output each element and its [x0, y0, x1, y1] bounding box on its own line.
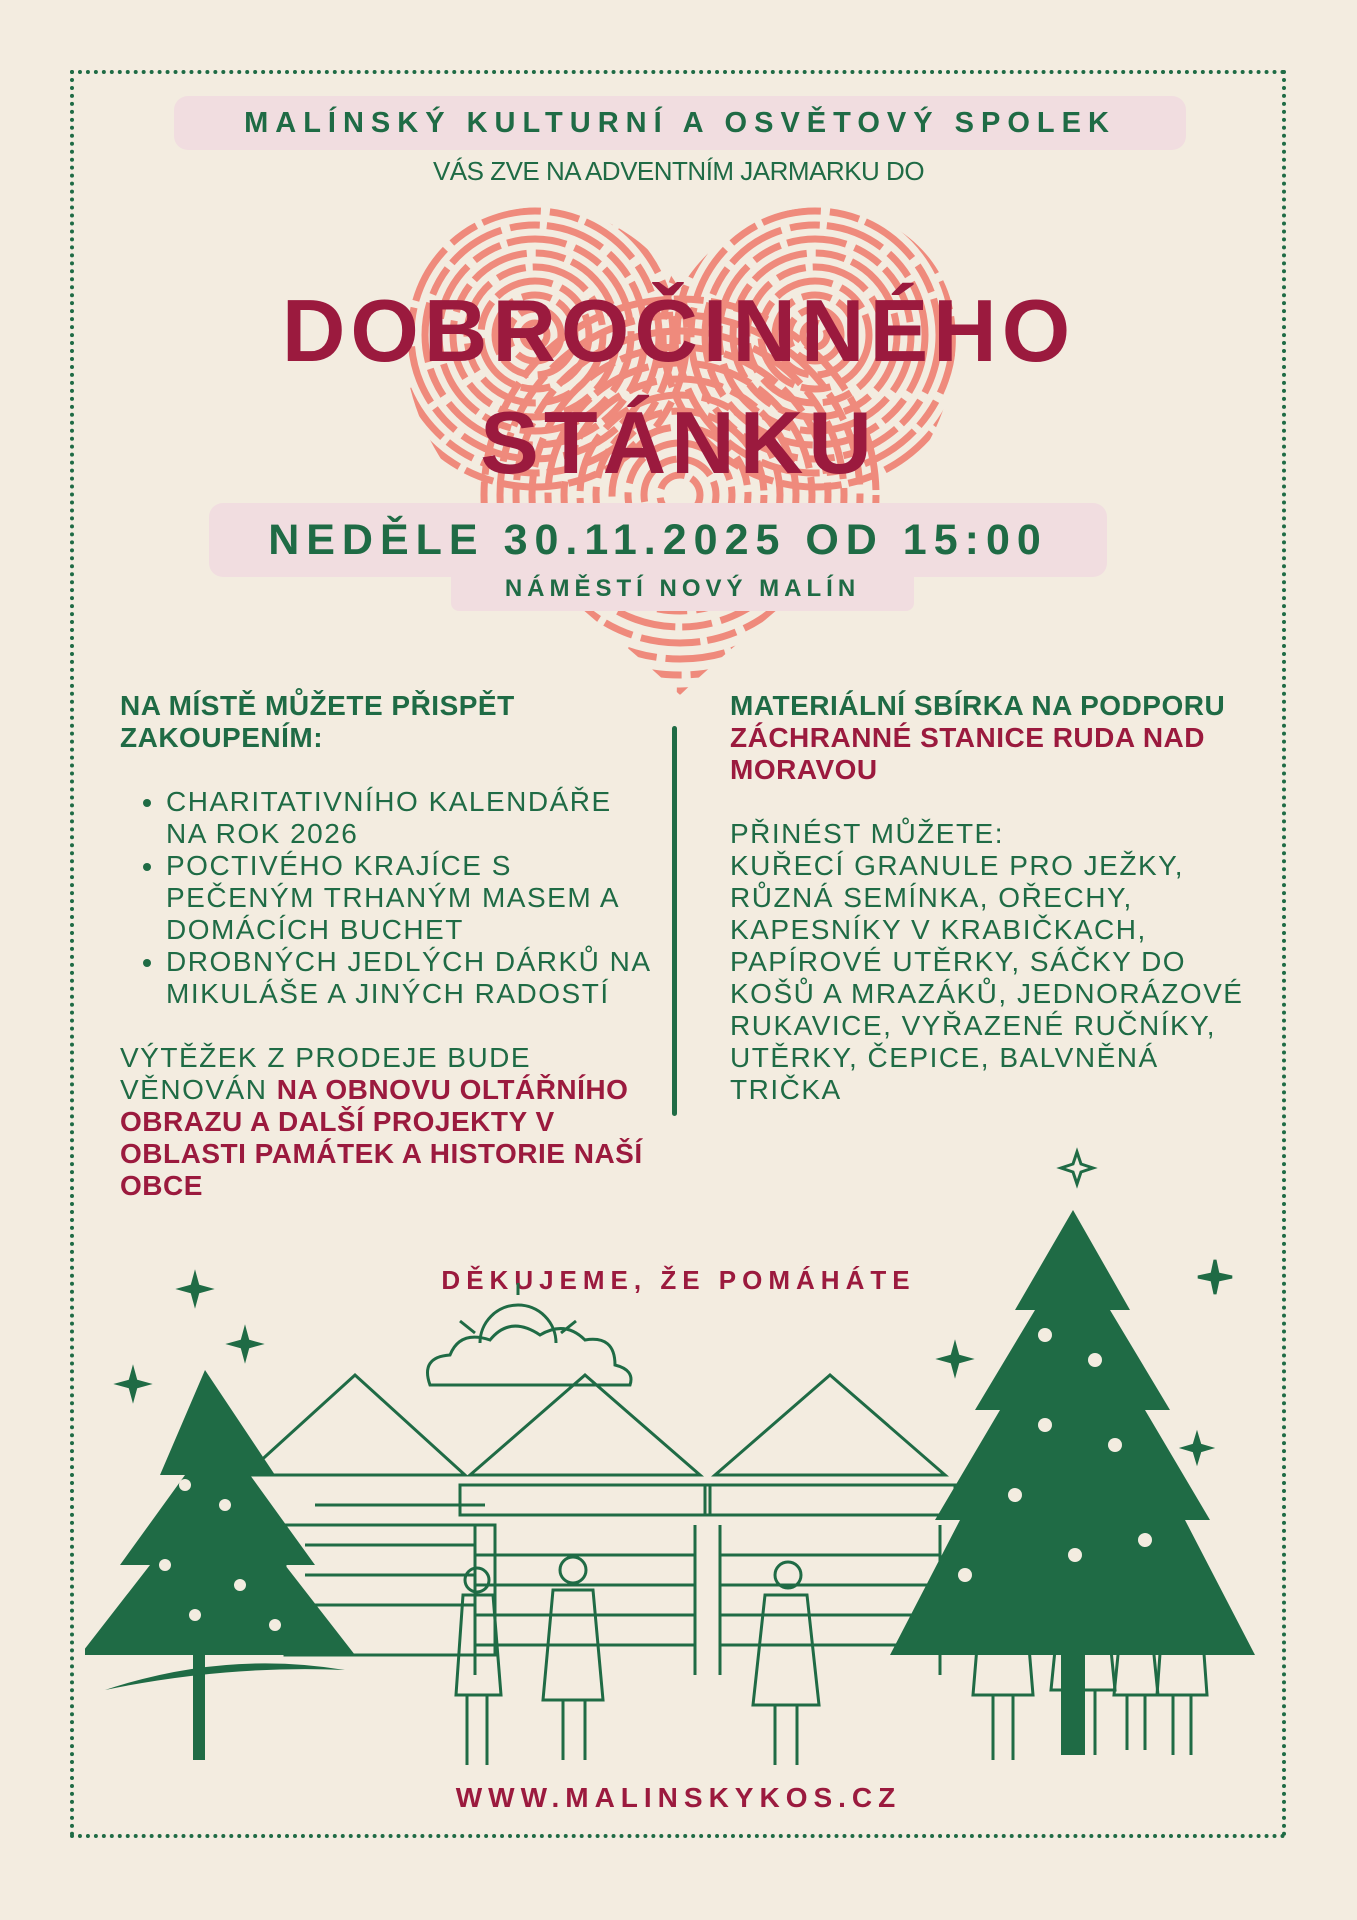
market-stall-2: [460, 1375, 710, 1675]
proceeds-intro: VÝTĚŽEK Z PRODEJE BUDE VĚNOVÁN: [120, 1042, 532, 1105]
organizer-banner: [174, 96, 1186, 150]
list-item: • CHARITATIVNÍHO KALENDÁŘE NA ROK 2026: [166, 786, 660, 850]
bring-items: KUŘECÍ GRANULE PRO JEŽKY, RŮZNÁ SEMÍNKA, OŘECHY, KAPESNÍKY V KRABIČKACH, PAPÍROVÉ UTĚRKY, SÁČKY DO KOŠŮ A MRAZÁKŮ, JEDNORÁZOVÉ RUKAVICE, VYŘAZENÉ RUČNÍKY, UTĚRKY, ČEPICE, BALVNĚNÁ TRIČKA: [730, 850, 1244, 1105]
list-item: • DROBNÝCH JEDLÝCH DÁRKŮ NA MIKULÁŠE A JINÝCH RADOSTÍ: [166, 946, 660, 1010]
rescue-station-name: ZÁCHRANNÉ STANICE RUDA NAD MORAVOU: [730, 722, 1205, 785]
christmas-market-illustration: [85, 1145, 1275, 1785]
date-banner: [209, 503, 1107, 577]
thanks-text: DĚKUJEME, ŽE POMÁHÁTE: [441, 1265, 916, 1295]
left-christmas-tree: [85, 1370, 355, 1760]
place-banner: [451, 567, 914, 611]
right-christmas-tree: [890, 1210, 1255, 1755]
right-heading: [730, 690, 1250, 786]
bring-label: PŘINÉST MŮŽETE:: [730, 818, 1005, 849]
event-datetime: NEDĚLE 30.11.2025 OD 15:00: [268, 515, 1048, 564]
collection-heading: MATERIÁLNÍ SBÍRKA NA PODPORU: [730, 690, 1226, 721]
title-line-2: STÁNKU: [480, 393, 877, 492]
left-column: [120, 690, 660, 1202]
title-line-1: DOBROČINNÉHO: [281, 281, 1076, 380]
column-divider: [672, 726, 677, 1116]
event-place: NÁMĚSTÍ NOVÝ MALÍN: [504, 575, 861, 602]
website-link[interactable]: WWW.MALINSKYKOS.CZ: [455, 1782, 902, 1813]
list-item: • POCTIVÉHO KRAJÍCE S PEČENÝM TRHANÝM MASEM A DOMÁCÍCH BUCHET: [166, 850, 660, 946]
organizer-name: MALÍNSKÝ KULTURNÍ A OSVĚTOVÝ SPOLEK: [244, 106, 1116, 139]
invite-text: VÁS ZVE NA ADVENTNÍM JARMARKU DO: [432, 156, 925, 186]
right-column: [730, 690, 1250, 1106]
purchase-list: [120, 786, 660, 1010]
left-heading: NA MÍSTĚ MŮŽETE PŘISPĚT ZAKOUPENÍM:: [120, 690, 515, 753]
proceeds-target: NA OBNOVU OLTÁŘNÍHO OBRAZU A DALŠÍ PROJEKTY V OBLASTI PAMÁTEK A HISTORIE NAŠÍ OBCE: [120, 1074, 643, 1201]
